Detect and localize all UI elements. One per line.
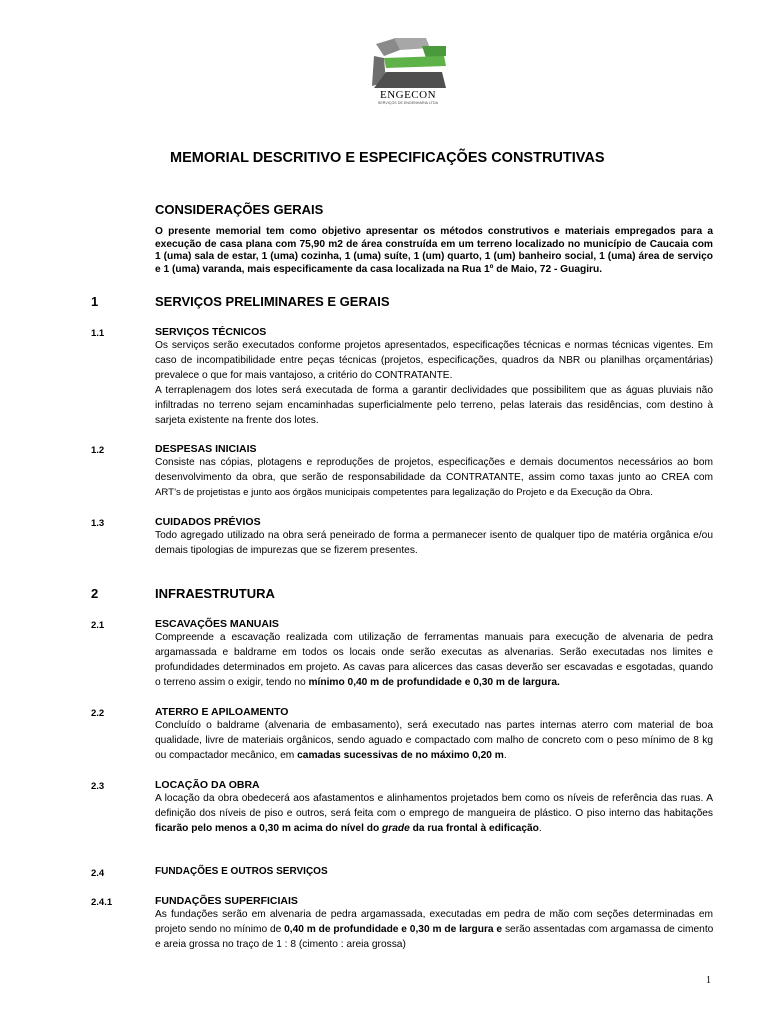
body-line <box>155 821 713 836</box>
body-line <box>155 675 713 690</box>
body-line: ART’s de projetistas e junto aos órgãos municipais competentes para legalização do Projeto e da Execução da Obra. <box>155 487 653 498</box>
body-line: Os serviços serão executados conforme projetos apresentados, especificações técnicas e normas técnicas vigentes. Em <box>155 340 713 351</box>
body-line <box>155 748 713 763</box>
general-line: e 1 (uma) varanda, mais especificamente da casa localizada na Rua 1º de Maio, 72 - Guagiru. <box>155 263 603 275</box>
subsection-title: CUIDADOS PRÉVIOS <box>155 516 261 528</box>
general-paragraph <box>155 226 713 276</box>
body-line: prevalece o que for mais vantajoso, a critério do CONTRATANTE. <box>155 370 453 381</box>
section-number: 1 <box>91 294 99 309</box>
subsection-number: 2.4.1 <box>91 897 113 908</box>
body-emphasis: 0,40 m de profundidade e 0,30 m de largura e <box>284 924 503 935</box>
subsection-title: ESCAVAÇÕES MANUAIS <box>155 618 279 630</box>
section-title: SERVIÇOS PRELIMINARES E GERAIS <box>155 294 390 309</box>
subsection-body <box>155 528 713 558</box>
body-emphasis-italic: grade <box>382 823 410 834</box>
body-emphasis: da rua frontal à edificação <box>409 823 539 834</box>
subsection-body <box>155 907 713 952</box>
body-line: A terraplenagem dos lotes será executada de forma a garantir declividades que possibilitem que as águas pluviais não <box>155 385 713 396</box>
page-number: 1 <box>706 975 711 986</box>
logo-name: ENGECON <box>379 89 437 101</box>
subsection-body <box>155 455 713 500</box>
general-line: execução de casa plana com 75,90 m2 de área construída em um terreno localizado no município de Caucaia com <box>155 238 713 250</box>
body-line: caso de incompatibilidade entre peças técnicas (projetos, especificações, quadros da NBR ou planilhas orçamentárias) <box>155 355 713 366</box>
section-number: 2 <box>91 586 99 601</box>
body-emphasis: mínimo 0,40 m de profundidade e 0,30 m de largura. <box>308 677 560 688</box>
body-emphasis: ficarão pelo menos a 0,30 m acima do nível do <box>155 823 383 834</box>
body-line: desenvolvimento da obra, que serão de responsabilidade da CONTRATANTE, assim como taxas junto ao CREA com <box>155 472 713 483</box>
general-line: 1 (uma) sala de estar, 1 (uma) cozinha, 1 (uma) suíte, 1 (um) quarto, 1 (um) banheiro social, 1 (uma) área de serviço <box>155 251 713 262</box>
subsection-number: 2.3 <box>91 781 105 792</box>
body-line: definição dos níveis de piso e outros, será feita com o emprego de mangueira de plástico. O piso interno das habitações <box>155 808 713 819</box>
body-line: qualidade, livre de materiais orgânicos, sendo aguado e compactado com malho de concreto com o peso mínimo de 8 kg <box>155 735 713 746</box>
body-emphasis: camadas sucessivas de no máximo 0,20 m <box>297 750 504 761</box>
body-line: Concluído o baldrame (alvenaria de embasamento), será executado nas partes internas aterro com material de boa <box>155 720 713 731</box>
body-line: Compreende a escavação realizada com utilização de ferramentas manuais para execução de alvenaria de pedra <box>155 632 713 643</box>
body-line: A locação da obra obedecerá aos afastamentos e alinhamentos projetados bem como os níveis de referência das ruas. A <box>155 793 713 804</box>
body-line: profundidades determinados em projeto. As cavas para alicerces das casas deverão ser escavadas e esgotadas, quando <box>155 662 713 673</box>
subsection-title: ATERRO E APILOAMENTO <box>155 706 289 718</box>
subsection-title: SERVIÇOS TÉCNICOS <box>155 326 267 338</box>
subsection-number: 1.3 <box>91 518 105 529</box>
body-text: serão assentadas com argamassa de cimento <box>502 924 714 935</box>
subsection-number: 2.1 <box>91 620 105 631</box>
body-line: Consiste nas cópias, plotagens e reproduções de projetos, especificações e demais documentos necessários ao bom <box>155 457 713 468</box>
body-line: infiltradas no terreno sejam encaminhadas superficialmente pelo terreno, pelas laterais das residências, com destino à <box>155 400 713 411</box>
section-title: INFRAESTRUTURA <box>155 586 275 601</box>
body-text: . <box>503 750 507 761</box>
subsection-body <box>155 630 713 690</box>
body-line: As fundações serão em alvenaria de pedra argamassada, executadas em pedra de mão com seções determinadas em <box>155 909 713 920</box>
general-heading: CONSIDERAÇÕES GERAIS <box>155 202 324 217</box>
subsection-title: FUNDAÇÕES E OUTROS SERVIÇOS <box>155 866 328 877</box>
body-text: o terreno assim o exigir, tendo no <box>155 677 309 688</box>
subsection-number: 2.2 <box>91 708 105 719</box>
body-line: Todo agregado utilizado na obra será peneirado de forma a permanecer isento de qualquer tipo de matéria orgânica e/ou <box>155 530 713 541</box>
body-text: projeto sendo no mínimo de <box>155 924 285 935</box>
logo-tagline: SERVIÇOS DE ENGENHARIA LTDA <box>377 101 439 105</box>
subsection-title: FUNDAÇÕES SUPERFICIAIS <box>155 895 298 907</box>
subsection-body <box>155 718 713 763</box>
body-line: demais tipologias de impurezas que se fizerem presentes. <box>155 545 418 556</box>
body-text: ou compactador mecânico, em <box>155 750 298 761</box>
body-line: sarjeta existente na frente dos lotes. <box>155 415 319 426</box>
general-line: O presente memorial tem como objetivo apresentar os métodos construtivos e materiais empregados para a <box>155 226 713 237</box>
subsection-title: DESPESAS INICIAIS <box>155 443 257 455</box>
subsection-number: 1.2 <box>91 445 105 456</box>
subsection-number: 1.1 <box>91 328 105 339</box>
body-line <box>155 922 713 937</box>
subsection-body <box>155 338 713 428</box>
subsection-body <box>155 791 713 836</box>
body-text: . <box>538 823 542 834</box>
subsection-number: 2.4 <box>91 868 105 879</box>
subsection-title: LOCAÇÃO DA OBRA <box>155 779 260 791</box>
body-line: e areia grossa no traço de 1 : 8 (cimento : areia grossa) <box>155 939 406 950</box>
body-line: argamassada e baldrame em todos os locais onde serão executas as alvenarias. Serão executadas nos limites e <box>155 647 713 658</box>
document-title: MEMORIAL DESCRITIVO E ESPECIFICAÇÕES CONSTRUTIVAS <box>170 150 605 166</box>
